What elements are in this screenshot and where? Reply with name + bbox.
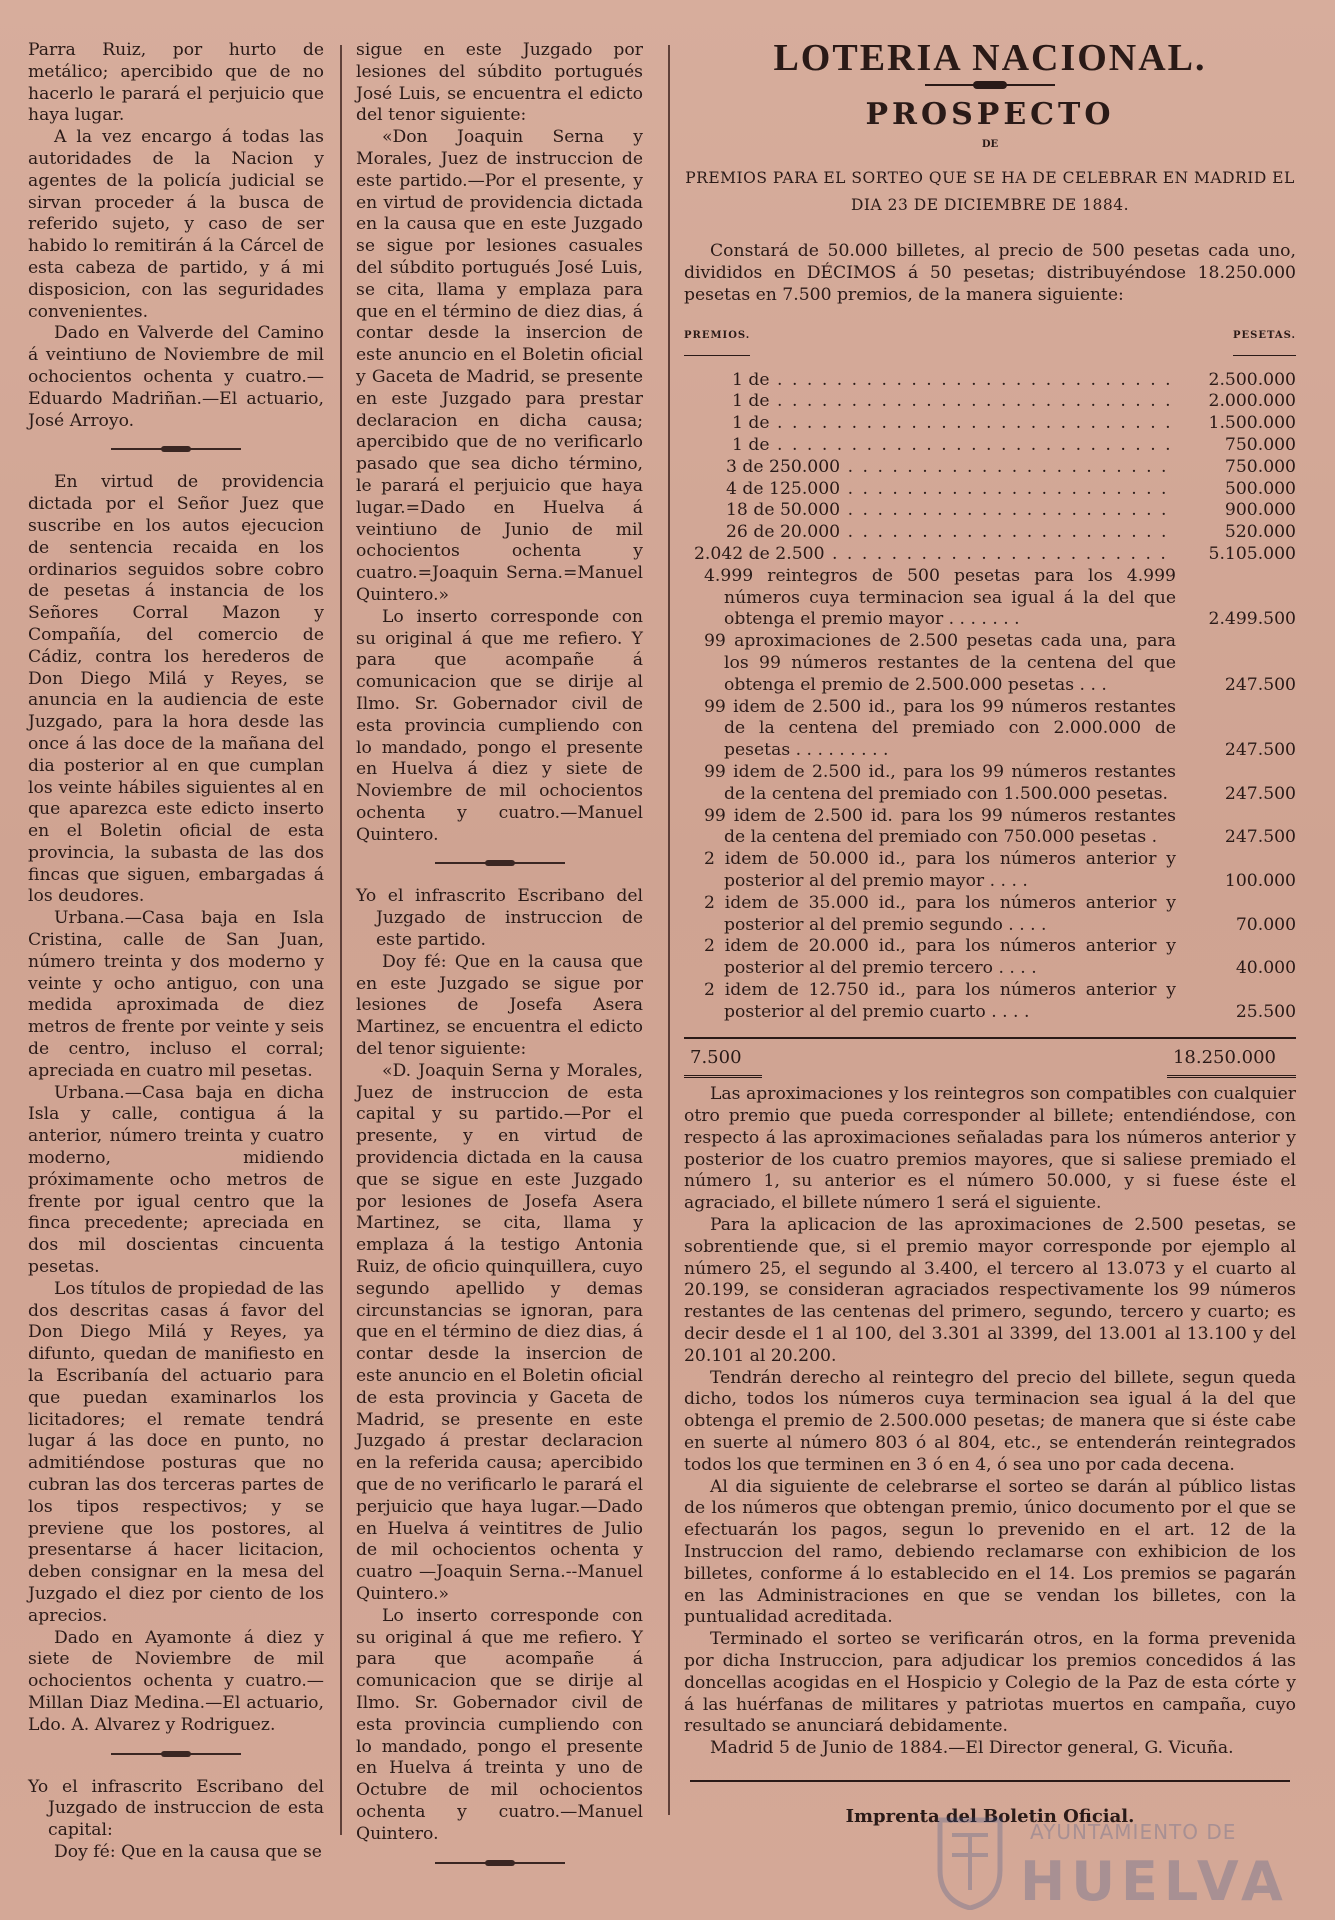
prize-label: 1 de . . xyxy=(732,391,1176,413)
prize-value: 750.000 xyxy=(1224,456,1296,477)
aprox-desc: 2 idem de 50.000 id., para los números anterior y posterior al del premio mayor . . . . xyxy=(704,849,1176,891)
prize-value: 247.500 xyxy=(1224,674,1296,695)
watermark-text: HUELVA xyxy=(1020,1850,1289,1913)
separator-ornament xyxy=(111,448,241,450)
paragraph: Lo inserto corresponde con su original á que me refiero. Y para que acompañe á comunicacion que se dirije al Ilmo. Sr. Gobernador civil de esta provincia cumpliendo con lo mandado, pongo el presente en Huelva á diez y siete de Noviembre de mil ochocientos ochenta y cuatro.—Manuel Quintero. xyxy=(356,606,643,845)
archive-watermark xyxy=(930,1810,1289,1913)
aprox-desc: 2 idem de 12.750 id., para los números anterior y posterior al del premio cuarto . . . . xyxy=(704,979,1176,1022)
paragraph: Tendrán derecho al reintegro del precio del billete, segun queda dicho, todos los números cuya terminacion sea igual á la del que obtenga el premio de 2.500.000 pesetas; de manera que si éste cabe en suerte al número 803 ó al 804, etc., se entenderán reintegrados todos los que terminen en 3 ó en 4, ó sea uno por cada decena. xyxy=(684,1367,1296,1475)
paragraph: «Don Joaquin Serna y Morales, Juez de instruccion de este partido.—Por el presente, y en virtud de providencia dictada en la causa que en este Juzgado se sigue por lesiones casuales del súbdito portugués José Luis, se cita, llama y emplaza para que en el término de diez dias, á contar desde la insercion de este anuncio en el Boletin oficial y Gaceta de Madrid, se presente en este Juzgado para prestar declaracion en dicha causa; apercibido que de no verificarlo pasado que sea dicho término, le parará el perjuicio que haya lugar.=Dado en Huelva á veintiuno de Junio de mil ochocientos ochenta y cuatro.=Joaquin Serna.=Manuel Quintero.» xyxy=(356,127,643,605)
aprox-desc: 2 idem de 35.000 id., para los números anterior y posterior al del premio segundo . . . . xyxy=(704,892,1176,935)
separator-ornament xyxy=(435,1862,565,1864)
prize-value: 1.500.000 xyxy=(1208,413,1296,434)
printer-imprint: Imprenta del Boletin Oficial. xyxy=(845,1805,1135,1827)
paragraph: sigue en este Juzgado por lesiones del súbdito portugués José Luis, se encuentra el edicto del tenor siguiente: xyxy=(356,40,643,126)
total-pesetas: 18.250.000 xyxy=(1167,1047,1296,1078)
prize-label: 1 de . . xyxy=(732,370,1176,392)
prize-label: 3 de 250.000 . . xyxy=(726,457,1176,479)
paragraph: Dado en Valverde del Camino á veintiuno de Noviembre de mil ochocientos ochenta y cuatro.—Eduardo Madriñan.—El actuario, José Arroyo. xyxy=(28,323,324,431)
total-rule xyxy=(684,1037,1296,1039)
paragraph: Los títulos de propiedad de las dos descritas casas á favor del Don Diego Milá y Reyes, ya difunto, quedan de manifiesto en la Escribanía del actuario para que puedan examinarlos los licitadores; el remate tendrá lugar á las doce en punto, no admitiéndose posturas que no cubran las dos terceras partes de los tipos respectivos; y se previene que los postores, al presentarse á hacer licitacion, deben consignar en la mesa del Juzgado el diez por ciento de los aprecios. xyxy=(28,1278,324,1626)
prize-value: 70.000 xyxy=(1235,914,1296,935)
column-divider xyxy=(340,45,342,1835)
column-middle xyxy=(356,40,643,1886)
header-premios: PREMIOS. xyxy=(684,325,750,356)
prize-value: 520.000 xyxy=(1224,522,1296,543)
separator-ornament xyxy=(435,862,565,864)
paragraph: Dado en Ayamonte á diez y siete de Noviembre de mil ochocientos ochenta y cuatro.—Millan Diaz Medina.—El actuario, Ldo. A. Alvarez y Rodriguez. xyxy=(28,1627,324,1735)
paragraph: Urbana.—Casa baja en Isla Cristina, calle de San Juan, número treinta y dos moderno y veinte y ocho antiguo, con una medida aproximada de diez metros de frente por veinte y seis de centro, incluso el corral; apreciada en cuatro mil pesetas. xyxy=(28,908,324,1081)
prize-value: 100.000 xyxy=(1224,870,1296,891)
prize-value: 247.500 xyxy=(1224,740,1296,761)
prize-label: 2.042 de 2.500 . . xyxy=(694,544,1176,566)
prize-label: 4 de 125.000 . . xyxy=(726,479,1176,501)
paragraph: Las aproximaciones y los reintegros son compatibles con cualquier otro premio que pueda corresponder al billete; entendiéndose, con respecto á las aproximaciones señaladas para los números anterior y posterior de los cuatro premios mayores, que si saliese premiado el número 1, su anterior es el número 50.000, y si fuese éste el agraciado, el billete número 1 será el siguiente. xyxy=(684,1084,1296,1214)
title-ornament xyxy=(925,84,1055,86)
header-pesetas: PESETAS. xyxy=(1233,325,1296,356)
total-prizes: 7.500 xyxy=(684,1047,762,1078)
paragraph: «D. Joaquin Serna y Morales, Juez de instruccion de esta capital y su partido.—Por el presente, y en virtud de providencia dictada en la causa que se sigue en este Juzgado por lesiones de Josefa Asera Martinez, se cita, llama y emplaza á la testigo Antonia Ruiz, de oficio quinquillera, cuyo segundo apellido y demas circunstancias se ignoran, para que en el término de diez dias, á contar desde la insercion de este anuncio en el Boletin oficial de esta provincia y Gaceta de Madrid, se presente en este Juzgado á prestar declaracion en la referida causa; apercibido que de no verificarlo le parará el perjuicio que haya lugar.—Dado en Huelva á veintitres de Julio de mil ochocientos ochenta y cuatro —Joaquin Serna.--Manuel Quintero.» xyxy=(356,1060,643,1604)
crest-icon xyxy=(930,1810,1010,1910)
lottery-subtitle: PREMIOS PARA EL SORTEO QUE SE HA DE CELEBRAR EN MADRID EL DIA 23 DE DICIEMBRE DE 1884. xyxy=(685,169,1295,215)
prize-value: 2.499.500 xyxy=(1208,609,1296,630)
table-header xyxy=(684,325,1296,356)
prize-value: 2.500.000 xyxy=(1208,369,1296,390)
aprox-desc: 99 idem de 2.500 id. para los 99 números restantes de la centena del premiado con 750.000 pesetas . xyxy=(704,805,1176,848)
prize-value: 25.500 xyxy=(1235,1001,1296,1022)
prize-table xyxy=(684,370,1296,1024)
paragraph: A la vez encargo á todas las autoridades de la Nacion y agentes de la policía judicial se sirvan proceder á la busca de referido sujeto, y caso de ser habido lo remitirán á la Cárcel de esta cabeza de partido, y á mi disposicion, con las seguridades convenientes. xyxy=(28,127,324,322)
paragraph: Terminado el sorteo se verificarán otros, en la forma prevenida por dicha Instruccion, para adjudicar los premios concedidos á las doncellas acogidas en el Hospicio y Colegio de la Paz de esta córte y á las huérfanas de militares y patriotas muertos en campaña, cuyo resultado se anunciará debidamente. xyxy=(684,1629,1296,1737)
paragraph: Lo inserto corresponde con su original á que me refiero. Y para que acompañe á comunicacion que se dirije al Ilmo. Sr. Gobernador civil de esta provincia cumpliendo con lo mandado, pongo el presente en Huelva á treinta y uno de Octubre de mil ochocientos ochenta y cuatro.—Manuel Quintero. xyxy=(356,1605,643,1844)
prize-value: 500.000 xyxy=(1224,478,1296,499)
lottery-intro: Constará de 50.000 billetes, al precio de 500 pesetas cada uno, divididos en DÉCIMOS á 50 pesetas; distribuyéndose 18.250.000 pesetas en 7.500 premios, de la manera siguiente: xyxy=(684,241,1296,305)
paragraph: Al dia siguiente de celebrarse el sorteo se darán al público listas de los números que obtengan premio, único documento por el que se efectuarán los pagos, segun lo prevenido en el art. 12 de la Instruccion del ramo, debiendo reclamarse con exhibicion de los billetes, conforme á lo establecido en el 14. Los premios se pagarán en las Administraciones en que se vendan los billetes, con la puntualidad acreditada. xyxy=(684,1476,1296,1628)
paragraph: En virtud de providencia dictada por el Señor Juez que suscribe en los autos ejecucion de sentencia recaida en los ordinarios seguidos sobre cobro de pesetas á instancia de los Señores Corral Mazon y Compañía, del comercio de Cádiz, contra los herederos de Don Diego Milá y Reyes, se anuncia en la audiencia de este Juzgado, para la hora desde las once á las doce de la mañana del dia posterior al en que cumplan los veinte hábiles siguientes al en que aparezca este edicto inserto en el Boletin oficial de esta provincia, la subasta de las dos fincas que siguen, embargadas á los deudores. xyxy=(28,472,324,907)
separator-ornament xyxy=(111,1753,241,1755)
prize-label: 1 de . . xyxy=(732,435,1176,457)
paragraph: Doy fé: Que en la causa que se xyxy=(54,1841,322,1862)
paragraph: Yo el infrascrito Escribano del Juzgado de instruccion de esta capital: xyxy=(28,1776,324,1841)
paragraph: Yo el infrascrito Escribano del Juzgado de instruccion de este partido. xyxy=(356,886,643,951)
prize-label: 18 de 50.000 . . xyxy=(726,500,1176,522)
paragraph: Urbana.—Casa baja en dicha Isla y calle, contigua á la anterior, número treinta y cuatro moderno, midiendo próximamente ocho metros de frente por igual centro que la finca precedente; apreciada en dos mil doscientas cincuenta pesetas. xyxy=(28,1082,324,1278)
prize-value: 247.500 xyxy=(1224,827,1296,848)
heading-connector: DE xyxy=(981,138,999,150)
prospecto-heading: PROSPECTO xyxy=(865,96,1115,132)
column-right-lottery xyxy=(684,37,1296,1828)
reintegros-desc: 4.999 reintegros de 500 pesetas para los 4.999 números cuya terminacion sea igual á la del que obtenga el premio mayor . . . . . . . xyxy=(704,565,1176,630)
aprox-desc: 99 aproximaciones de 2.500 pesetas cada una, para los 99 números restantes de la centena del que obtenga el premio de 2.500.000 pesetas . . . xyxy=(704,631,1176,695)
signature-line: Madrid 5 de Junio de 1884.—El Director general, G. Vicuña. xyxy=(710,1738,1234,1759)
prize-label: 26 de 20.000 . . xyxy=(726,522,1176,544)
prize-value: 40.000 xyxy=(1235,958,1296,979)
lottery-notes xyxy=(684,1084,1296,1760)
totals-row xyxy=(684,1047,1296,1078)
watermark-small-text: AYUNTAMIENTO DE xyxy=(1030,1820,1237,1844)
prize-value: 900.000 xyxy=(1224,500,1296,521)
prize-value: 5.105.000 xyxy=(1208,543,1296,564)
paragraph: Parra Ruiz, por hurto de metálico; apercibido que de no hacerlo le parará el perjuicio que haya lugar. xyxy=(28,40,324,126)
paragraph: Doy fé: Que en la causa que en este Juzgado se sigue por lesiones de Josefa Asera Martinez, se encuentra el edicto del tenor siguiente: xyxy=(356,951,643,1060)
prize-value: 2.000.000 xyxy=(1208,391,1296,412)
prize-label: 1 de . . xyxy=(732,413,1176,435)
prize-value: 247.500 xyxy=(1224,783,1296,804)
aprox-desc: 2 idem de 20.000 id., para los números anterior y posterior al del premio tercero . . . . xyxy=(704,936,1176,979)
paragraph: Para la aplicacion de las aproximaciones de 2.500 pesetas, se sobrentiende que, si el premio mayor corresponde por ejemplo al número 25, el segundo al 3.400, el tercero al 13.073 y el cuarto al 20.199, se consideran agraciados respectivamente los 99 números restantes de las centenas del primero, segundo, tercero y cuarto; es decir desde el 1 al 100, del 3.301 al 3399, del 13.001 al 13.100 y del 20.101 al 20.200. xyxy=(684,1215,1296,1366)
column-left xyxy=(28,40,324,1864)
column-divider xyxy=(668,45,670,1815)
lottery-title: LOTERIA NACIONAL. xyxy=(773,37,1207,79)
aprox-desc: 99 idem de 2.500 id., para los 99 números restantes de la centena del premiado con 1.500.000 pesetas. xyxy=(704,761,1176,804)
prize-value: 750.000 xyxy=(1224,434,1296,455)
aprox-desc: 99 idem de 2.500 id., para los 99 números restantes de la centena del premiado con 2.000.000 de pesetas . . . . . . . . . xyxy=(704,696,1176,761)
footer-rule xyxy=(690,1780,1290,1782)
